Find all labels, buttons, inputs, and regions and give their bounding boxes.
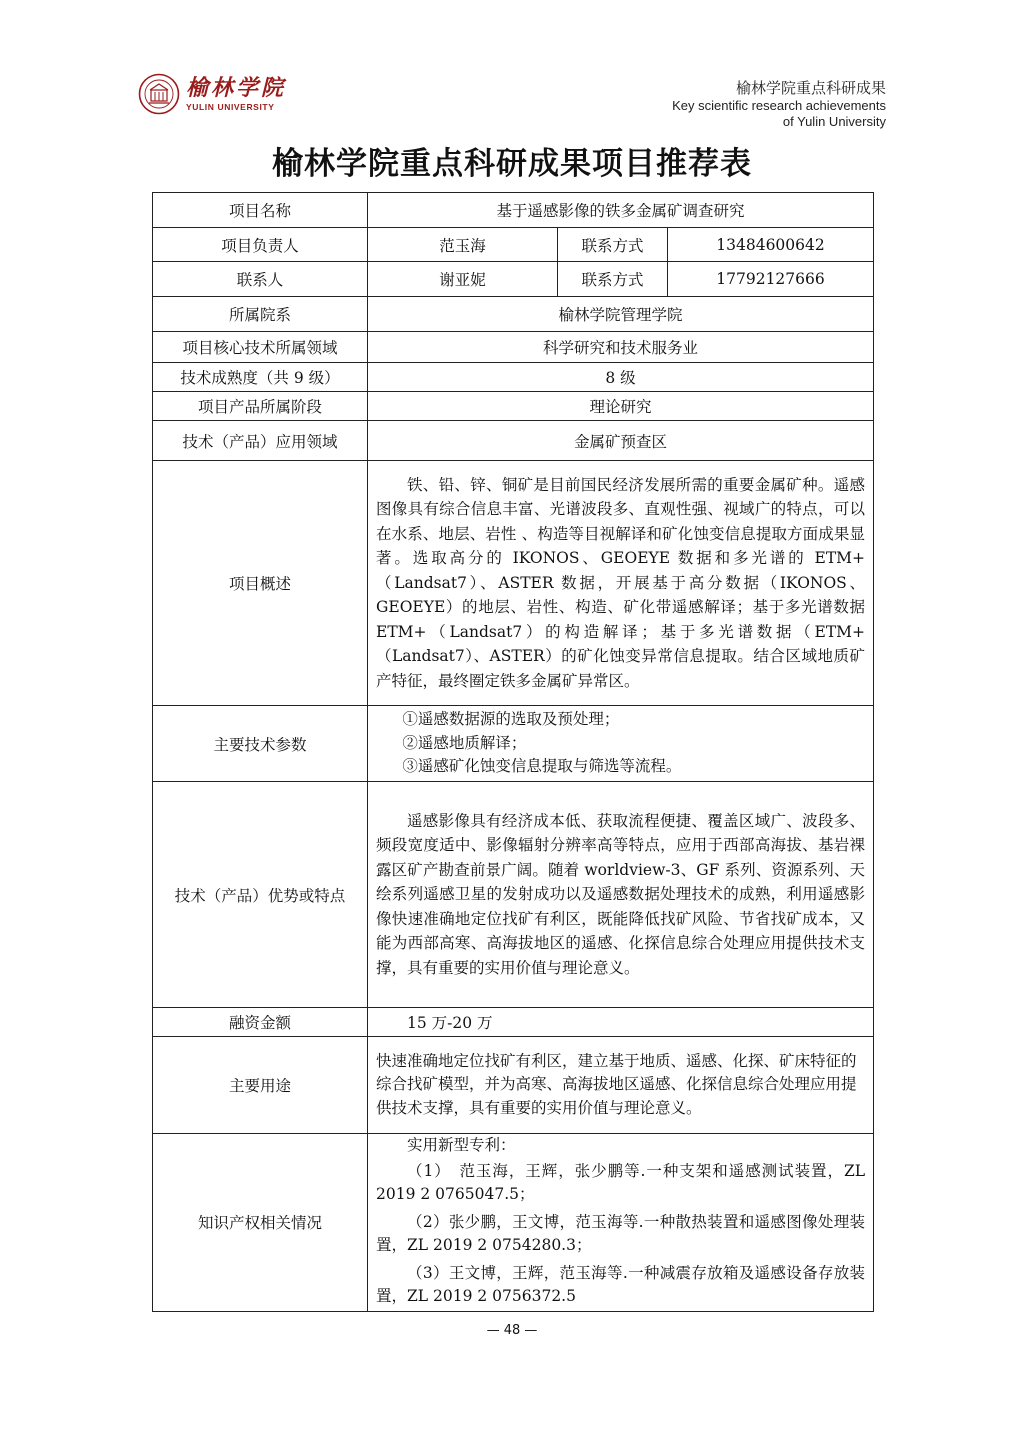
- ip-label: 知识产权相关情况: [153, 1134, 368, 1312]
- table-row: [153, 297, 874, 332]
- page-title: 榆林学院重点科研成果项目推荐表: [272, 146, 752, 182]
- table-row: [153, 421, 874, 461]
- recommendation-form-table: [152, 192, 874, 1312]
- funding-value: 15 万-20 万: [407, 1014, 493, 1032]
- advantages-label: 技术（产品）优势或特点: [153, 782, 368, 1008]
- logo-chinese-name: 榆林学院: [186, 75, 287, 101]
- leader-value: 范玉海: [368, 228, 558, 262]
- contact-person-contact-value: 17792127666: [668, 262, 874, 297]
- maturity-value: 8 级: [368, 363, 874, 392]
- ip-intro: 实用新型专利：: [407, 1136, 516, 1154]
- dept-value: 榆林学院管理学院: [368, 297, 874, 332]
- patent-item: （1） 范玉海，王辉，张少鹏等.一种支架和遥感测试装置，ZL 2019 2 0765047.5；: [376, 1161, 866, 1203]
- overview-label: 项目概述: [153, 461, 368, 706]
- table-row: [153, 1037, 874, 1134]
- funding-cell: [368, 1008, 874, 1037]
- usage-label: 主要用途: [153, 1037, 368, 1134]
- logo-english-name: YULIN UNIVERSITY: [186, 102, 275, 112]
- leader-contact-label: 联系方式: [558, 228, 668, 262]
- application-label: 技术（产品）应用领域: [153, 421, 368, 461]
- table-row: [153, 706, 874, 782]
- university-seal-logo: [138, 73, 180, 115]
- table-row: [153, 228, 874, 262]
- usage-cell: [368, 1037, 874, 1134]
- header-caption-cn: 榆林学院重点科研成果: [735, 79, 886, 97]
- ip-cell: [368, 1134, 874, 1312]
- params-label: 主要技术参数: [153, 706, 368, 782]
- usage-text: 快速准确地定位找矿有利区，建立基于地质、遥感、化探、矿床特征的综合找矿模型，并为高寒、高海拔地区遥感、化探信息综合处理应用提供技术支撑，具有重要的实用价值与理论意义。: [376, 1051, 857, 1117]
- contact-person-label: 联系人: [153, 262, 368, 297]
- stage-label: 项目产品所属阶段: [153, 392, 368, 421]
- patent-item: （2）张少鹏，王文博，范玉海等.一种散热装置和遥感图像处理装置，ZL 2019 2 0754280.3；: [376, 1212, 866, 1254]
- university-logo-wordmark: [186, 76, 286, 113]
- field-label: 项目核心技术所属领域: [153, 332, 368, 363]
- application-value: 金属矿预查区: [368, 421, 874, 461]
- project-name-value: 基于遥感影像的铁多金属矿调查研究: [368, 193, 874, 228]
- field-value: 科学研究和技术服务业: [368, 332, 874, 363]
- params-item: ①遥感数据源的选取及预处理；: [402, 710, 620, 729]
- header-caption-en-2: of Yulin University: [782, 114, 886, 129]
- params-item: ③遥感矿化蚀变信息提取与筛选等流程。: [402, 757, 682, 776]
- contact-person-contact-label: 联系方式: [558, 262, 668, 297]
- leader-label: 项目负责人: [153, 228, 368, 262]
- table-row: [153, 1008, 874, 1037]
- leader-contact-value: 13484600642: [668, 228, 874, 262]
- params-cell: [368, 706, 874, 782]
- params-item: ②遥感地质解译；: [402, 733, 527, 752]
- maturity-label: 技术成熟度（共 9 级）: [153, 363, 368, 392]
- project-name-label: 项目名称: [153, 193, 368, 228]
- table-row: [153, 332, 874, 363]
- overview-text: 铁、铅、锌、铜矿是目前国民经济发展所需的重要金属矿种。遥感图像具有综合信息丰富、光谱波段多、直观性强、视域广的特点，可以在水系、地层、岩性 、构造等目视解译和矿化蚀变信息提取方面成果显著。选取高分的 IKONOS、GEOEYE 数据和多光谱的 ETM+（Landsat7）、ASTER 数据，开展基于高分数据（IKONOS、GEOEYE）的地层、岩性、构造、矿化带遥感解译；基于多光谱数据 ETM+（Landsat7）的构造解译；基于多光谱数据（ETM+（Landsat7）、ASTER）的矿化蚀变异常信息提取。结合区域地质矿产特征，最终圈定铁多金属矿异常区。: [376, 475, 866, 690]
- contact-person-value: 谢亚妮: [368, 262, 558, 297]
- table-row: [153, 461, 874, 706]
- advantages-cell: [368, 782, 874, 1008]
- header-caption-en-1: Key scientific research achievements: [672, 98, 886, 113]
- table-row: [153, 1134, 874, 1312]
- table-row: [153, 363, 874, 392]
- page-number: — 48 —: [486, 1323, 538, 1338]
- dept-label: 所属院系: [153, 297, 368, 332]
- table-row: [153, 262, 874, 297]
- patent-item: （3）王文博，王辉，范玉海等.一种减震存放箱及遥感设备存放装置，ZL 2019 2 0756372.5: [376, 1263, 866, 1305]
- table-row: [153, 392, 874, 421]
- stage-value: 理论研究: [368, 392, 874, 421]
- funding-label: 融资金额: [153, 1008, 368, 1037]
- table-row: [153, 782, 874, 1008]
- overview-cell: [368, 461, 874, 706]
- table-row: [153, 193, 874, 228]
- advantages-text: 遥感影像具有经济成本低、获取流程便捷、覆盖区域广、波段多、频段宽度适中、影像辐射分辨率高等特点，应用于西部高海拔、基岩裸露区矿产勘查前景广阔。随着 worldview-3、GF 系列、资源系列、天绘系列遥感卫星的发射成功以及遥感数据处理技术的成熟，利用遥感影像快速准确地定位找矿有利区，既能降低找矿风险、节省找矿成本，又能为西部高寒、高海拔地区的遥感、化探信息综合处理应用提供技术支撑，具有重要的实用价值与理论意义。: [376, 811, 866, 977]
- header-caption: [672, 78, 886, 130]
